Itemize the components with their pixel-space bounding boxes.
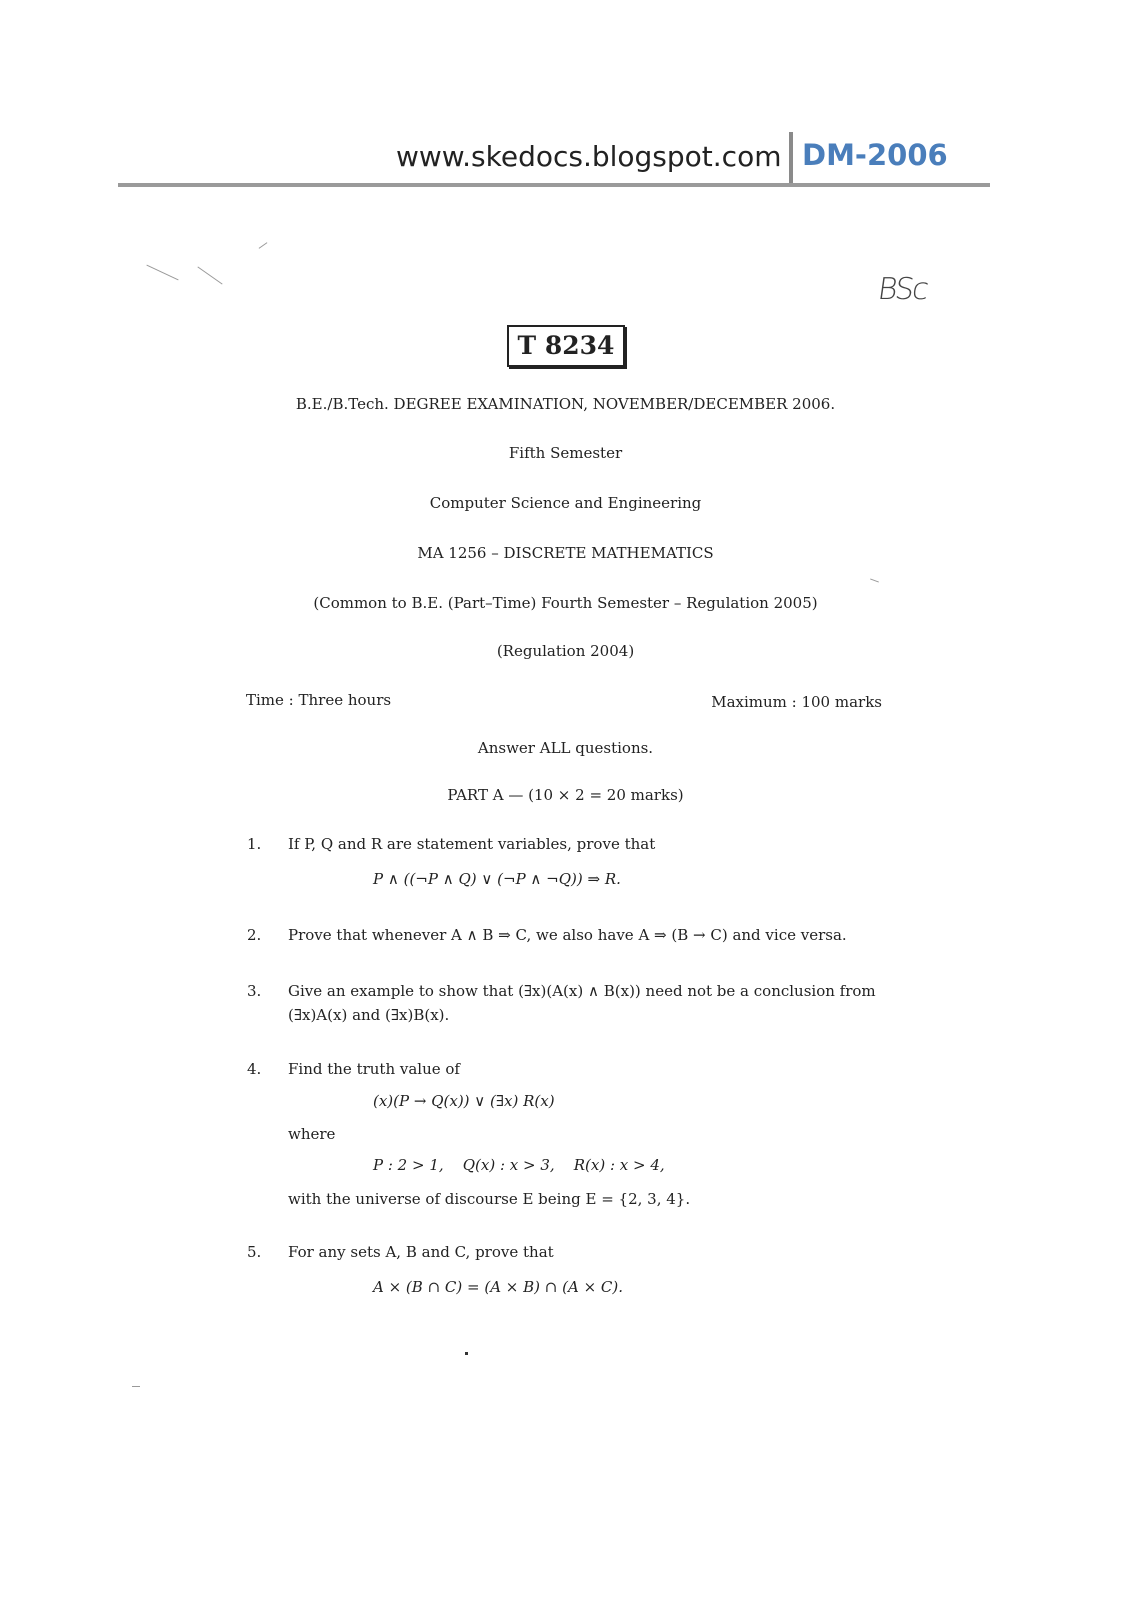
part-heading: PART A — (10 × 2 = 20 marks) — [447, 786, 684, 804]
question-formula: P ∧ ((¬P ∧ Q) ∨ (¬P ∧ ¬Q)) ⇒ R. — [373, 870, 621, 888]
question-text: Find the truth value of — [288, 1060, 460, 1078]
exam-regulation: (Regulation 2004) — [496, 642, 635, 660]
question-number: 2. — [247, 926, 262, 944]
question-where: where — [288, 1125, 336, 1143]
exam-title: B.E./B.Tech. DEGREE EXAMINATION, NOVEMBER/DECEMBER 2006. — [295, 395, 836, 413]
scan-mark — [132, 1386, 140, 1387]
exam-instruction: Answer ALL questions. — [477, 739, 654, 757]
question-formula: A × (B ∩ C) = (A × B) ∩ (A × C). — [373, 1278, 624, 1296]
exam-semester: Fifth Semester — [508, 444, 623, 462]
exam-max-marks: Maximum : 100 marks — [711, 693, 882, 711]
question-number: 4. — [247, 1060, 262, 1078]
question-text: For any sets A, B and C, prove that — [288, 1243, 554, 1261]
scan-mark — [146, 265, 178, 281]
question-text: Prove that whenever A ∧ B ⇒ C, we also have A ⇒ (B → C) and vice versa. — [288, 926, 847, 944]
exam-branch: Computer Science and Engineering — [429, 494, 702, 512]
exam-subject: MA 1256 – DISCRETE MATHEMATICS — [417, 544, 714, 562]
question-text-continued: (∃x)A(x) and (∃x)B(x). — [288, 1006, 450, 1024]
question-definitions: P : 2 > 1, Q(x) : x > 3, R(x) : x > 4, — [373, 1156, 665, 1174]
header-doc-code: DM-2006 — [802, 138, 948, 172]
question-number: 1. — [247, 835, 262, 853]
exam-time: Time : Three hours — [246, 691, 392, 709]
paper-code-box: T 8234 — [507, 325, 625, 367]
question-number: 5. — [247, 1243, 262, 1261]
scan-mark — [465, 1352, 468, 1355]
exam-common-note: (Common to B.E. (Part–Time) Fourth Semester – Regulation 2005) — [313, 594, 818, 612]
question-text: Give an example to show that (∃x)(A(x) ∧ B(x)) need not be a conclusion from — [288, 982, 876, 1000]
handwritten-note: BSc — [875, 272, 930, 307]
scan-mark — [870, 578, 879, 582]
scan-mark — [259, 242, 268, 249]
question-text: If P, Q and R are statement variables, prove that — [288, 835, 656, 853]
question-number: 3. — [247, 982, 262, 1000]
header-divider — [789, 132, 793, 184]
header-site-url: www.skedocs.blogspot.com — [396, 140, 782, 173]
header-rule — [118, 183, 990, 187]
question-text-continued: with the universe of discourse E being E = {2, 3, 4}. — [288, 1190, 691, 1208]
scan-mark — [197, 266, 222, 284]
question-formula: (x)(P → Q(x)) ∨ (∃x) R(x) — [373, 1092, 555, 1110]
